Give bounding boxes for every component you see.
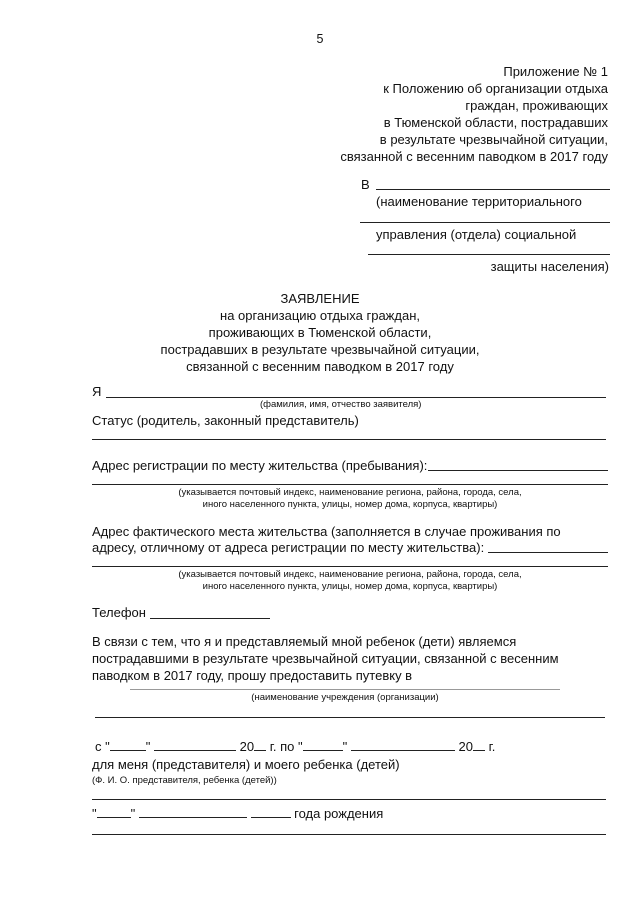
birth-year-field[interactable] xyxy=(251,806,291,818)
reg-address-field[interactable] xyxy=(428,470,608,471)
request-line: пострадавшими в результате чрезвычайной ситуации, связанной с весенним xyxy=(92,651,559,666)
period-to-label: г. по xyxy=(269,739,295,754)
institution-field-2[interactable] xyxy=(95,717,605,718)
document-title xyxy=(120,290,520,375)
birth-row: " " года рождения xyxy=(92,806,384,821)
month-from-field[interactable] xyxy=(154,739,236,751)
month-to-field[interactable] xyxy=(351,739,455,751)
page-number: 5 xyxy=(316,32,324,46)
institution-field[interactable] xyxy=(130,689,560,690)
address-hint-line: иного населенного пункта, улицы, номер дома, корпуса, квартиры) xyxy=(202,581,498,592)
appendix-line: в Тюменской области, пострадавших xyxy=(383,115,608,130)
fio-hint: (фамилия, имя, отчество заявителя) xyxy=(260,399,422,410)
appendix-block xyxy=(268,63,608,165)
addressee-hint-1: (наименование территориального xyxy=(376,194,582,209)
fact-address-field-2[interactable] xyxy=(92,566,608,567)
i-label: Я xyxy=(92,384,102,399)
day-from-field[interactable] xyxy=(110,739,146,751)
fact-address-line-1: Адрес фактического места жительства (заполняется в случае проживания по xyxy=(92,524,561,539)
fact-address-hint xyxy=(92,569,608,593)
addressee-hint-2: управления (отдела) социальной xyxy=(376,227,577,242)
appendix-line: связанной с весенним паводком в 2017 году xyxy=(340,149,608,164)
fio-rep-field[interactable] xyxy=(92,799,606,800)
appendix-line: Приложение № 1 xyxy=(503,64,608,79)
institution-hint: (наименование учреждения (организации) xyxy=(251,692,439,703)
address-hint-line: (указывается почтовый индекс, наименование региона, района, города, села, xyxy=(178,487,522,498)
fio-field[interactable] xyxy=(106,397,606,398)
appendix-line: граждан, проживающих xyxy=(465,98,608,113)
title-line: пострадавших в результате чрезвычайной ситуации, xyxy=(160,342,480,357)
fact-address-line-2: адресу, отличному от адреса регистрации по месту жительства): xyxy=(92,540,485,555)
addressee-field[interactable] xyxy=(376,189,610,190)
year-from-field[interactable] xyxy=(254,739,266,751)
for-me-label: для меня (представителя) и моего ребенка (детей) xyxy=(92,757,400,772)
child-fio-field[interactable] xyxy=(92,834,606,835)
title-line: проживающих в Тюменской области, xyxy=(208,325,432,340)
addressee-hint-3: защиты населения) xyxy=(490,259,609,274)
birth-day-field[interactable] xyxy=(97,806,131,818)
addressee-field-2[interactable] xyxy=(360,222,610,223)
year-to-field[interactable] xyxy=(473,739,485,751)
reg-address-label: Адрес регистрации по месту жительства (пребывания): xyxy=(92,458,428,473)
phone-field[interactable] xyxy=(150,618,270,619)
appendix-line: к Положению об организации отдыха xyxy=(383,81,608,96)
period-row: с " " 20 г. по " " 20 г. xyxy=(95,739,496,754)
addressee-prefix: В xyxy=(361,177,370,192)
birth-month-field[interactable] xyxy=(139,806,247,818)
phone-label: Телефон xyxy=(92,605,146,620)
title-line: связанной с весенним паводком в 2017 году xyxy=(186,359,454,374)
appendix-line: в результате чрезвычайной ситуации, xyxy=(379,132,608,147)
address-hint-line: (указывается почтовый индекс, наименование региона, района, города, села, xyxy=(178,569,522,580)
title-line: на организацию отдыха граждан, xyxy=(220,308,420,323)
birth-year-label: года рождения xyxy=(294,806,384,821)
address-hint-line: иного населенного пункта, улицы, номер дома, корпуса, квартиры) xyxy=(202,499,498,510)
request-paragraph xyxy=(92,633,612,684)
status-label: Статус (родитель, законный представитель) xyxy=(92,413,359,428)
day-to-field[interactable] xyxy=(303,739,343,751)
addressee-field-3[interactable] xyxy=(368,254,610,255)
fact-address-field[interactable] xyxy=(488,552,608,553)
title-heading: ЗАЯВЛЕНИЕ xyxy=(280,291,360,306)
request-line: паводком в 2017 году, прошу предоставить путевку в xyxy=(92,668,413,683)
status-field[interactable] xyxy=(92,439,606,440)
fio-rep-hint: (Ф. И. О. представителя, ребенка (детей)) xyxy=(92,775,277,786)
request-line: В связи с тем, что я и представляемый мной ребенок (дети) являемся xyxy=(92,634,517,649)
period-from-label: с xyxy=(95,739,102,754)
reg-address-field-2[interactable] xyxy=(92,484,608,485)
reg-address-hint xyxy=(92,487,608,511)
